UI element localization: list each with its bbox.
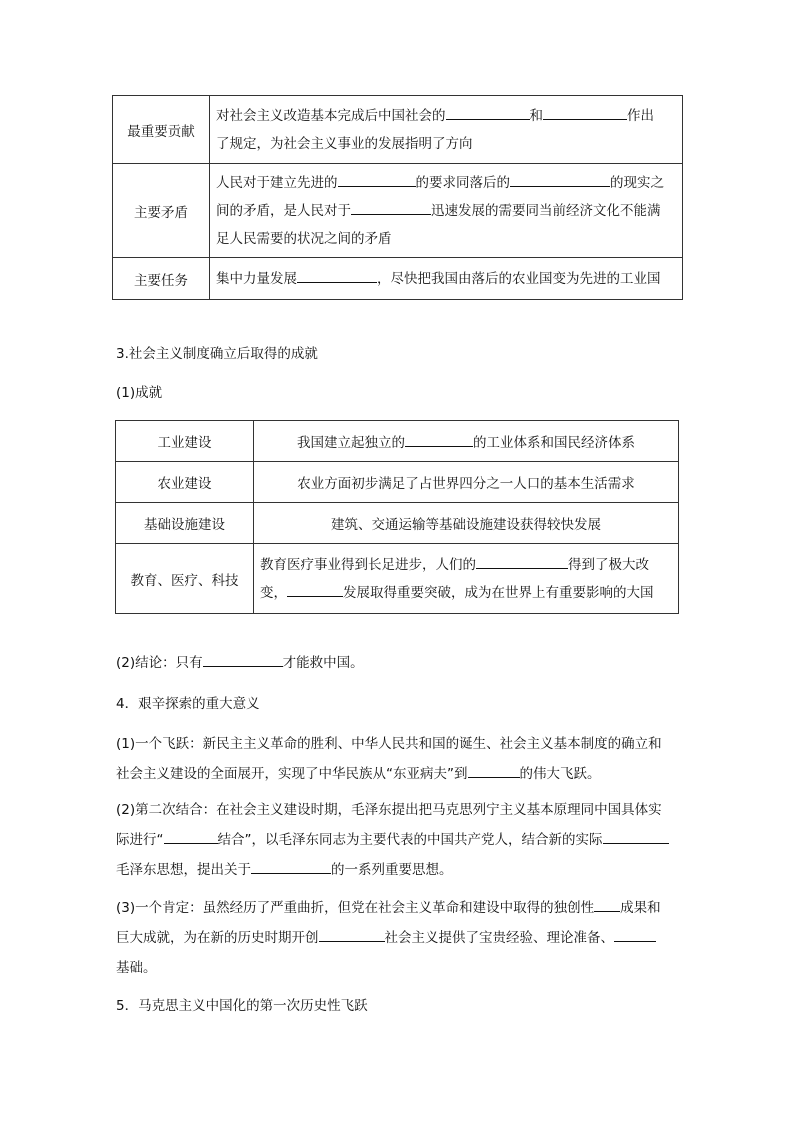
text: 成果和 bbox=[620, 900, 661, 916]
text: 巨大成就，为在新的历史时期开创 bbox=[116, 930, 319, 946]
row-content bbox=[210, 258, 683, 300]
fill-blank[interactable] bbox=[251, 859, 331, 874]
row-label: 教育、医疗、科技 bbox=[116, 544, 254, 614]
table-row bbox=[116, 544, 679, 614]
fill-blank[interactable] bbox=[446, 105, 530, 120]
row-content bbox=[210, 96, 683, 164]
text: 际进行“ bbox=[116, 832, 164, 848]
table-row bbox=[113, 164, 683, 258]
text: 的工业体系和国民经济体系 bbox=[473, 435, 635, 451]
table-row bbox=[116, 421, 679, 462]
row-label: 最重要贡献 bbox=[113, 96, 210, 164]
text: 毛泽东思想，提出关于 bbox=[116, 862, 251, 878]
text: 对社会主义改造基本完成后中国社会的 bbox=[216, 107, 446, 124]
row-label: 主要任务 bbox=[113, 258, 210, 300]
table-2 bbox=[115, 420, 679, 614]
fill-blank[interactable] bbox=[338, 172, 416, 187]
text: 人民对于建立先进的 bbox=[216, 174, 338, 191]
text: 变， bbox=[260, 584, 287, 601]
fill-blank[interactable] bbox=[319, 927, 385, 942]
text: 作出 bbox=[627, 107, 654, 124]
text: 我国建立起独立的 bbox=[297, 435, 405, 451]
text: 社会主义建设的全面展开，实现了中华民族从“东亚病夫”到 bbox=[116, 766, 468, 782]
row-label: 农业建设 bbox=[116, 462, 254, 503]
text: 了规定，为社会主义事业的发展指明了方向 bbox=[216, 135, 473, 152]
text: ，尽快把我国由落后的农业国变为先进的工业国 bbox=[377, 270, 661, 287]
fill-blank[interactable] bbox=[594, 897, 620, 912]
fill-blank[interactable] bbox=[405, 432, 473, 447]
row-label: 工业建设 bbox=[116, 421, 254, 462]
text: 足人民需要的状况之间的矛盾 bbox=[216, 230, 392, 247]
text: 结合”，以毛泽东同志为主要代表的中国共产党人，结合新的实际 bbox=[217, 832, 603, 848]
text: 社会主义提供了宝贵经验、理论准备、 bbox=[384, 930, 614, 946]
text: (2)结论：只有 bbox=[116, 655, 203, 671]
row-content: 农业方面初步满足了占世界四分之一人口的基本生活需求 bbox=[254, 462, 679, 503]
table-1 bbox=[112, 95, 683, 300]
text: 的伟大飞跃。 bbox=[519, 766, 601, 782]
conclusion bbox=[116, 651, 364, 671]
fill-blank[interactable] bbox=[297, 268, 377, 283]
text: 的现实之 bbox=[610, 174, 664, 191]
text: 教育医疗事业得到长足进步，人们的 bbox=[260, 556, 476, 573]
row-content: 建筑、交通运输等基础设施建设获得较快发展 bbox=[254, 503, 679, 544]
fill-blank[interactable] bbox=[476, 554, 568, 569]
paragraph-1 bbox=[116, 729, 680, 789]
row-label: 基础设施建设 bbox=[116, 503, 254, 544]
fill-blank[interactable] bbox=[510, 172, 610, 187]
section-3-title: 3.社会主义制度确立后取得的成就 bbox=[116, 346, 318, 362]
fill-blank[interactable] bbox=[614, 927, 656, 942]
section-3-sub-1: (1)成就 bbox=[116, 385, 163, 401]
fill-blank[interactable] bbox=[287, 582, 343, 597]
paragraph-2 bbox=[116, 795, 680, 885]
table-row bbox=[116, 462, 679, 503]
text: 集中力量发展 bbox=[216, 270, 297, 287]
section-4-title: 4．艰辛探索的重大意义 bbox=[116, 696, 260, 712]
text: (2)第二次结合：在社会主义建设时期，毛泽东提出把马克思列宁主义基本原理同中国具体实 bbox=[116, 802, 662, 818]
text: 和 bbox=[529, 107, 543, 124]
fill-blank[interactable] bbox=[351, 200, 431, 215]
row-content bbox=[254, 421, 679, 462]
text: 间的矛盾，是人民对于 bbox=[216, 202, 351, 219]
row-label: 主要矛盾 bbox=[113, 164, 210, 258]
text: 迅速发展的需要同当前经济文化不能满 bbox=[431, 202, 661, 219]
fill-blank[interactable] bbox=[203, 652, 283, 667]
section-5-title: 5．马克思主义中国化的第一次历史性飞跃 bbox=[116, 998, 368, 1014]
text: 发展取得重要突破，成为在世界上有重要影响的大国 bbox=[343, 584, 654, 601]
paragraph-3 bbox=[116, 893, 680, 983]
text: 的要求同落后的 bbox=[415, 174, 510, 191]
fill-blank[interactable] bbox=[468, 763, 520, 778]
text: 基础。 bbox=[116, 960, 157, 976]
fill-blank[interactable] bbox=[164, 829, 218, 844]
table-row bbox=[113, 258, 683, 300]
text: (1)一个飞跃：新民主主义革命的胜利、中华人民共和国的诞生、社会主义基本制度的确立和 bbox=[116, 736, 662, 752]
table-row bbox=[116, 503, 679, 544]
row-content bbox=[254, 544, 679, 614]
text: 得到了极大改 bbox=[568, 556, 649, 573]
text: 才能救中国。 bbox=[282, 655, 364, 671]
text: 的一系列重要思想。 bbox=[331, 862, 453, 878]
text: (3)一个肯定：虽然经历了严重曲折，但党在社会主义革命和建设中取得的独创性 bbox=[116, 900, 595, 916]
fill-blank[interactable] bbox=[603, 829, 669, 844]
table-row bbox=[113, 96, 683, 164]
fill-blank[interactable] bbox=[543, 105, 627, 120]
row-content bbox=[210, 164, 683, 258]
